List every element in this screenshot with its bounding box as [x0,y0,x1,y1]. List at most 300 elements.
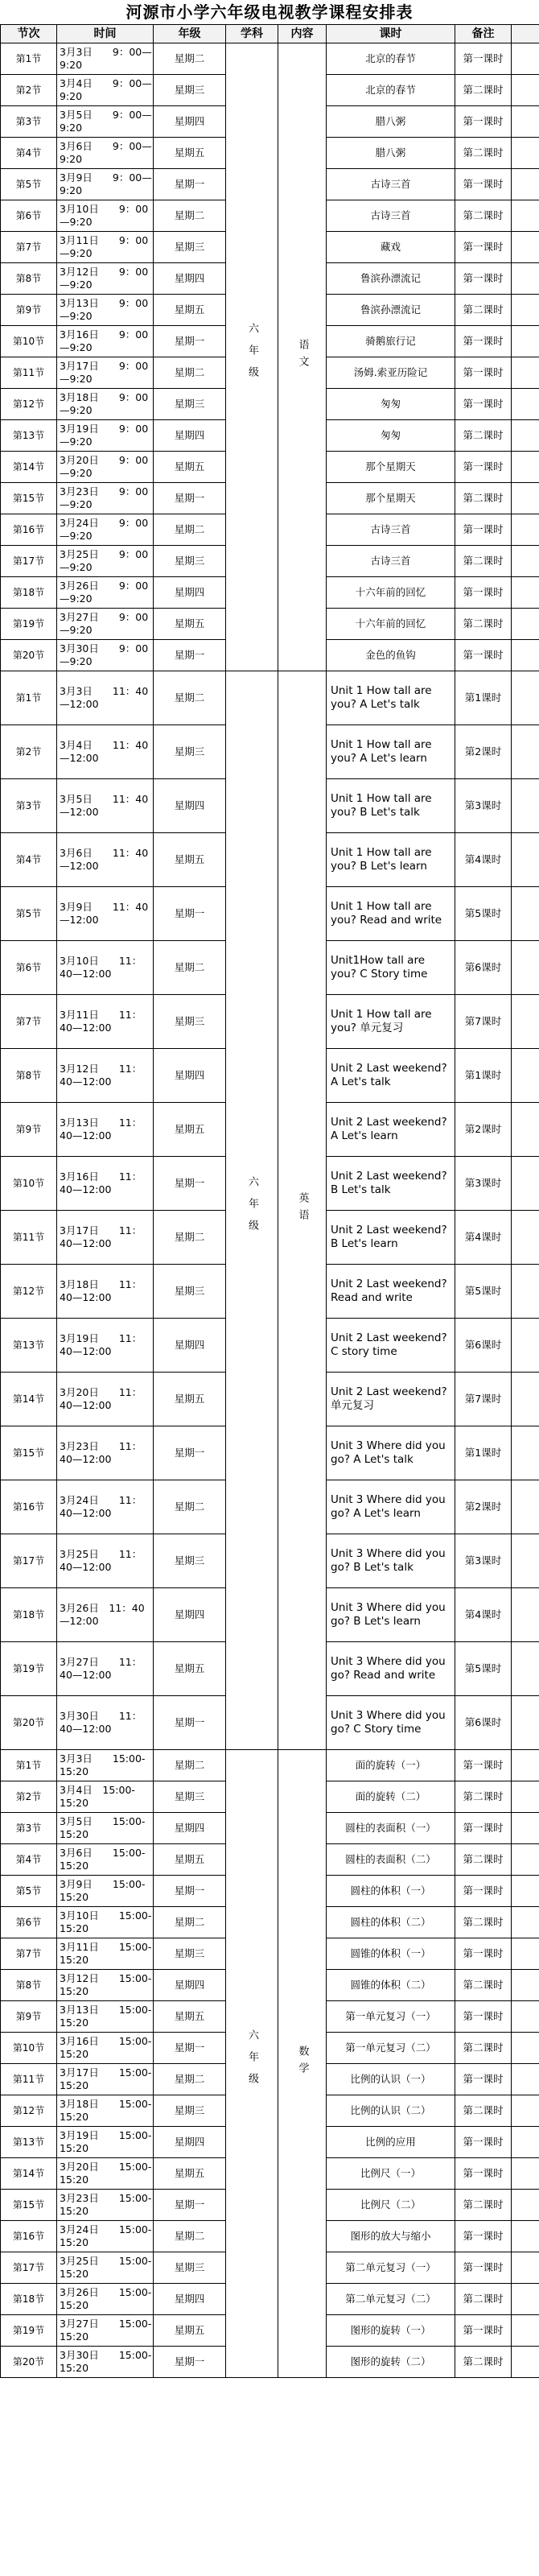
time-cell: 3月9日 15:00-15:20 [57,1876,154,1907]
content-cell: 那个星期天 [327,483,455,514]
content-cell: 十六年前的回忆 [327,609,455,640]
weekday-cell: 星期四 [154,106,226,138]
weekday-cell: 星期三 [154,2095,226,2127]
period-number-cell: 第13节 [1,1319,57,1373]
time-cell: 3月10日 15:00-15:20 [57,1907,154,1938]
content-cell: Unit 2 Last weekend? 单元复习 [327,1373,455,1426]
weekday-cell: 星期二 [154,357,226,389]
period-number-cell: 第6节 [1,941,57,995]
time-cell: 3月12日 15:00-15:20 [57,1970,154,2001]
remarks-cell [512,514,539,546]
header-period-no: 节次 [1,25,57,43]
time-cell: 3月10日 11：40—12:00 [57,941,154,995]
time-cell: 3月6日 11：40—12:00 [57,833,154,887]
content-cell: 金色的鱼钩 [327,640,455,671]
weekday-cell: 星期五 [154,1373,226,1426]
content-cell: 面的旋转（二） [327,1781,455,1813]
remarks-cell [512,200,539,232]
time-cell: 3月3日 9：00—9:20 [57,43,154,75]
time-cell: 3月18日 15:00-15:20 [57,2095,154,2127]
period-number-cell: 第15节 [1,2190,57,2221]
content-cell: Unit 3 Where did you go? A Let's learn [327,1480,455,1534]
class-period-cell: 第二课时 [455,1970,512,2001]
weekday-cell: 星期五 [154,2001,226,2033]
header-class-period: 备注 [455,25,512,43]
class-period-cell: 第一课时 [455,232,512,263]
class-period-cell: 第二课时 [455,1907,512,1938]
remarks-cell [512,1373,539,1426]
content-cell: 图形的放大与缩小 [327,2221,455,2252]
content-cell: 古诗三首 [327,514,455,546]
period-number-cell: 第1节 [1,671,57,725]
content-cell: 圆柱的体积（一） [327,1876,455,1907]
remarks-cell [512,1480,539,1534]
weekday-cell: 星期二 [154,43,226,75]
time-cell: 3月19日 11：40—12:00 [57,1319,154,1373]
period-number-cell: 第6节 [1,200,57,232]
grade-label: 六年级 [246,323,258,388]
period-number-cell: 第18节 [1,577,57,609]
remarks-cell [512,326,539,357]
period-number-cell: 第1节 [1,43,57,75]
weekday-cell: 星期一 [154,2033,226,2064]
remarks-cell [512,577,539,609]
time-cell: 3月30日 9：00—9:20 [57,640,154,671]
class-period-cell: 第二课时 [455,609,512,640]
content-cell: 圆锥的体积（一） [327,1938,455,1970]
content-cell: 匆匆 [327,420,455,452]
content-cell: Unit 3 Where did you go? C Story time [327,1696,455,1750]
period-number-cell: 第10节 [1,326,57,357]
remarks-cell [512,1534,539,1588]
content-cell: 图形的旋转（一） [327,2315,455,2347]
weekday-cell: 星期四 [154,2127,226,2158]
class-period-cell: 第4课时 [455,833,512,887]
weekday-cell: 星期一 [154,326,226,357]
weekday-cell: 星期五 [154,1844,226,1876]
weekday-cell: 星期五 [154,452,226,483]
content-cell: 汤姆.索亚历险记 [327,357,455,389]
content-cell: 十六年前的回忆 [327,577,455,609]
class-period-cell: 第7课时 [455,1373,512,1426]
remarks-cell [512,1642,539,1696]
remarks-cell [512,1696,539,1750]
class-period-cell: 第3课时 [455,1157,512,1211]
weekday-cell: 星期四 [154,1813,226,1844]
class-period-cell: 第1课时 [455,1049,512,1103]
remarks-cell [512,2284,539,2315]
content-cell: 比例的认识（二） [327,2095,455,2127]
content-cell: 圆柱的表面积（二） [327,1844,455,1876]
period-number-cell: 第17节 [1,546,57,577]
content-cell: 圆柱的体积（二） [327,1907,455,1938]
period-number-cell: 第5节 [1,887,57,941]
weekday-cell: 星期二 [154,1211,226,1265]
class-period-cell: 第二课时 [455,295,512,326]
weekday-cell: 星期二 [154,1480,226,1534]
class-period-cell: 第二课时 [455,2190,512,2221]
period-number-cell: 第20节 [1,640,57,671]
subject-label: 数学 [296,2045,309,2079]
class-period-cell: 第一课时 [455,326,512,357]
content-cell: 古诗三首 [327,169,455,200]
content-cell: 腊八粥 [327,106,455,138]
time-cell: 3月27日 15:00-15:20 [57,2315,154,2347]
time-cell: 3月18日 9：00—9:20 [57,389,154,420]
class-period-cell: 第7课时 [455,995,512,1049]
remarks-cell [512,2190,539,2221]
class-period-cell: 第一课时 [455,452,512,483]
period-number-cell: 第20节 [1,1696,57,1750]
content-cell: 比例的认识（一） [327,2064,455,2095]
weekday-cell: 星期三 [154,1781,226,1813]
remarks-cell [512,1049,539,1103]
time-cell: 3月4日 9：00—9:20 [57,75,154,106]
time-cell: 3月27日 11：40—12:00 [57,1642,154,1696]
period-number-cell: 第12节 [1,1265,57,1319]
remarks-cell [512,1157,539,1211]
remarks-cell [512,1588,539,1642]
remarks-cell [512,2347,539,2378]
remarks-cell [512,1750,539,1781]
class-period-cell: 第一课时 [455,1938,512,1970]
remarks-cell [512,2001,539,2033]
class-period-cell: 第1课时 [455,1426,512,1480]
class-period-cell: 第一课时 [455,1813,512,1844]
content-cell: 面的旋转（一） [327,1750,455,1781]
time-cell: 3月26日 11：40—12:00 [57,1588,154,1642]
content-cell: Unit 2 Last weekend? B Let's learn [327,1211,455,1265]
class-period-cell: 第5课时 [455,1265,512,1319]
weekday-cell: 星期二 [154,2064,226,2095]
class-period-cell: 第1课时 [455,671,512,725]
time-cell: 3月6日 15:00-15:20 [57,1844,154,1876]
time-cell: 3月25日 9：00—9:20 [57,546,154,577]
period-number-cell: 第18节 [1,1588,57,1642]
period-number-cell: 第10节 [1,1157,57,1211]
remarks-cell [512,725,539,779]
remarks-cell [512,2315,539,2347]
remarks-cell [512,995,539,1049]
remarks-cell [512,2095,539,2127]
time-cell: 3月23日 11：40—12:00 [57,1426,154,1480]
weekday-cell: 星期五 [154,1642,226,1696]
weekday-cell: 星期四 [154,1970,226,2001]
time-cell: 3月12日 9：00—9:20 [57,263,154,295]
grade-label: 六年级 [246,1176,258,1241]
time-cell: 3月12日 11：40—12:00 [57,1049,154,1103]
period-number-cell: 第8节 [1,263,57,295]
table-row [1,671,539,725]
weekday-cell: 星期一 [154,1426,226,1480]
class-period-cell: 第6课时 [455,1319,512,1373]
time-cell: 3月9日 9：00—9:20 [57,169,154,200]
class-period-cell: 第二课时 [455,2095,512,2127]
class-period-cell: 第二课时 [455,2284,512,2315]
weekday-cell: 星期三 [154,1938,226,1970]
table-row [1,1750,539,1781]
remarks-cell [512,609,539,640]
time-cell: 3月18日 11：40—12:00 [57,1265,154,1319]
time-cell: 3月10日 9：00—9:20 [57,200,154,232]
period-number-cell: 第4节 [1,138,57,169]
content-cell: 腊八粥 [327,138,455,169]
subject-cell [278,43,327,671]
weekday-cell: 星期四 [154,577,226,609]
time-cell: 3月5日 9：00—9:20 [57,106,154,138]
page-title: 河源市小学六年级电视教学课程安排表 [125,2,414,22]
remarks-cell [512,232,539,263]
subject-cell [278,1750,327,2378]
class-period-cell: 第二课时 [455,75,512,106]
period-number-cell: 第5节 [1,1876,57,1907]
period-number-cell: 第12节 [1,2095,57,2127]
class-period-cell: 第一课时 [455,1750,512,1781]
content-cell: Unit 2 Last weekend? A Let's learn [327,1103,455,1157]
content-cell: Unit 2 Last weekend? Read and write [327,1265,455,1319]
period-number-cell: 第3节 [1,1813,57,1844]
content-cell: 比例的应用 [327,2127,455,2158]
header-content: 课时 [327,25,455,43]
weekday-cell: 星期五 [154,295,226,326]
period-number-cell: 第3节 [1,106,57,138]
table-row [1,43,539,75]
period-number-cell: 第11节 [1,357,57,389]
class-period-cell: 第3课时 [455,779,512,833]
class-period-cell: 第二课时 [455,138,512,169]
header-weekday: 年级 [154,25,226,43]
class-period-cell: 第二课时 [455,1781,512,1813]
remarks-cell [512,1211,539,1265]
period-number-cell: 第16节 [1,514,57,546]
content-cell: Unit 2 Last weekend? B Let's talk [327,1157,455,1211]
period-number-cell: 第4节 [1,833,57,887]
table-header-row [1,25,539,43]
weekday-cell: 星期三 [154,389,226,420]
remarks-cell [512,1813,539,1844]
time-cell: 3月20日 9：00—9:20 [57,452,154,483]
content-cell: Unit 3 Where did you go? B Let's talk [327,1534,455,1588]
weekday-cell: 星期三 [154,1265,226,1319]
content-cell: Unit 1 How tall are you? A Let's talk [327,671,455,725]
weekday-cell: 星期五 [154,138,226,169]
remarks-cell [512,1319,539,1373]
grade-cell [226,1750,278,2378]
time-cell: 3月13日 11：40—12:00 [57,1103,154,1157]
remarks-cell [512,357,539,389]
remarks-cell [512,1426,539,1480]
content-cell: 第一单元复习（一） [327,2001,455,2033]
remarks-cell [512,1103,539,1157]
period-number-cell: 第16节 [1,1480,57,1534]
content-cell: Unit 1 How tall are you? Read and write [327,887,455,941]
remarks-cell [512,779,539,833]
time-cell: 3月17日 11：40—12:00 [57,1211,154,1265]
remarks-cell [512,1938,539,1970]
content-cell: Unit 3 Where did you go? A Let's talk [327,1426,455,1480]
time-cell: 3月13日 9：00—9:20 [57,295,154,326]
period-number-cell: 第8节 [1,1049,57,1103]
period-number-cell: 第20节 [1,2347,57,2378]
content-cell: Unit 1 How tall are you? B Let's learn [327,833,455,887]
time-cell: 3月24日 11：40—12:00 [57,1480,154,1534]
period-number-cell: 第11节 [1,1211,57,1265]
content-cell: 第二单元复习（一） [327,2252,455,2284]
class-period-cell: 第6课时 [455,941,512,995]
content-cell: 藏戏 [327,232,455,263]
time-cell: 3月3日 11：40—12:00 [57,671,154,725]
time-cell: 3月17日 15:00-15:20 [57,2064,154,2095]
class-period-cell: 第一课时 [455,2252,512,2284]
period-number-cell: 第4节 [1,1844,57,1876]
weekday-cell: 星期二 [154,1907,226,1938]
class-period-cell: 第一课时 [455,577,512,609]
time-cell: 3月24日 9：00—9:20 [57,514,154,546]
class-period-cell: 第6课时 [455,1696,512,1750]
weekday-cell: 星期二 [154,200,226,232]
period-number-cell: 第13节 [1,2127,57,2158]
remarks-cell [512,169,539,200]
class-period-cell: 第一课时 [455,2315,512,2347]
period-number-cell: 第12节 [1,389,57,420]
period-number-cell: 第14节 [1,2158,57,2190]
weekday-cell: 星期一 [154,1696,226,1750]
remarks-cell [512,1970,539,2001]
class-period-cell: 第二课时 [455,483,512,514]
class-period-cell: 第4课时 [455,1588,512,1642]
period-number-cell: 第6节 [1,1907,57,1938]
grade-cell [226,671,278,1750]
content-cell: Unit 1 How tall are you? A Let's learn [327,725,455,779]
remarks-cell [512,138,539,169]
time-cell: 3月23日 15:00-15:20 [57,2190,154,2221]
content-cell: 北京的春节 [327,75,455,106]
period-number-cell: 第14节 [1,452,57,483]
weekday-cell: 星期二 [154,941,226,995]
class-period-cell: 第二课时 [455,2347,512,2378]
weekday-cell: 星期三 [154,75,226,106]
time-cell: 3月4日 15:00-15:20 [57,1781,154,1813]
period-number-cell: 第19节 [1,1642,57,1696]
remarks-cell [512,1265,539,1319]
remarks-cell [512,483,539,514]
time-cell: 3月16日 11：40—12:00 [57,1157,154,1211]
period-number-cell: 第2节 [1,75,57,106]
time-cell: 3月26日 9：00—9:20 [57,577,154,609]
time-cell: 3月20日 11：40—12:00 [57,1373,154,1426]
subject-cell [278,671,327,1750]
class-period-cell: 第一课时 [455,514,512,546]
header-time: 时间 [57,25,154,43]
time-cell: 3月5日 15:00-15:20 [57,1813,154,1844]
class-period-cell: 第一课时 [455,1876,512,1907]
content-cell: 古诗三首 [327,546,455,577]
time-cell: 3月16日 15:00-15:20 [57,2033,154,2064]
class-period-cell: 第一课时 [455,106,512,138]
period-number-cell: 第16节 [1,2221,57,2252]
class-period-cell: 第一课时 [455,2001,512,2033]
remarks-cell [512,671,539,725]
time-cell: 3月6日 9：00—9:20 [57,138,154,169]
content-cell: 第二单元复习（二） [327,2284,455,2315]
remarks-cell [512,452,539,483]
subject-label: 语文 [296,338,309,373]
content-cell: Unit 1 How tall are you? 单元复习 [327,995,455,1049]
period-number-cell: 第9节 [1,1103,57,1157]
class-period-cell: 第一课时 [455,2127,512,2158]
time-cell: 3月30日 11：40—12:00 [57,1696,154,1750]
period-number-cell: 第14节 [1,1373,57,1426]
content-cell: 图形的旋转（二） [327,2347,455,2378]
content-cell: 古诗三首 [327,200,455,232]
class-period-cell: 第一课时 [455,169,512,200]
time-cell: 3月5日 11：40—12:00 [57,779,154,833]
weekday-cell: 星期一 [154,483,226,514]
time-cell: 3月26日 15:00-15:20 [57,2284,154,2315]
weekday-cell: 星期一 [154,1876,226,1907]
class-period-cell: 第一课时 [455,263,512,295]
remarks-cell [512,1844,539,1876]
time-cell: 3月3日 15:00-15:20 [57,1750,154,1781]
class-period-cell: 第二课时 [455,2033,512,2064]
time-cell: 3月25日 15:00-15:20 [57,2252,154,2284]
weekday-cell: 星期五 [154,833,226,887]
remarks-cell [512,75,539,106]
period-number-cell: 第1节 [1,1750,57,1781]
period-number-cell: 第8节 [1,1970,57,2001]
content-cell: Unit 2 Last weekend? A Let's talk [327,1049,455,1103]
remarks-cell [512,2221,539,2252]
time-cell: 3月25日 11：40—12:00 [57,1534,154,1588]
remarks-cell [512,1876,539,1907]
time-cell: 3月27日 9：00—9:20 [57,609,154,640]
class-period-cell: 第5课时 [455,1642,512,1696]
class-period-cell: 第二课时 [455,420,512,452]
time-cell: 3月4日 11：40—12:00 [57,725,154,779]
time-cell: 3月17日 9：00—9:20 [57,357,154,389]
weekday-cell: 星期五 [154,2315,226,2347]
period-number-cell: 第18节 [1,2284,57,2315]
time-cell: 3月13日 15:00-15:20 [57,2001,154,2033]
class-period-cell: 第一课时 [455,2158,512,2190]
class-period-cell: 第2课时 [455,725,512,779]
weekday-cell: 星期一 [154,1157,226,1211]
remarks-cell [512,887,539,941]
content-cell: 比例尺（二） [327,2190,455,2221]
subject-label: 英语 [296,1191,309,1226]
time-cell: 3月11日 15:00-15:20 [57,1938,154,1970]
weekday-cell: 星期二 [154,2221,226,2252]
weekday-cell: 星期四 [154,420,226,452]
remarks-cell [512,546,539,577]
remarks-cell [512,640,539,671]
period-number-cell: 第3节 [1,779,57,833]
weekday-cell: 星期二 [154,514,226,546]
content-cell: 圆柱的表面积（一） [327,1813,455,1844]
header-subject: 内容 [278,25,327,43]
class-period-cell: 第4课时 [455,1211,512,1265]
content-cell: 那个星期天 [327,452,455,483]
period-number-cell: 第7节 [1,995,57,1049]
class-period-cell: 第3课时 [455,1534,512,1588]
remarks-cell [512,941,539,995]
weekday-cell: 星期一 [154,640,226,671]
period-number-cell: 第2节 [1,1781,57,1813]
header-remarks [512,25,539,43]
content-cell: 北京的春节 [327,43,455,75]
class-period-cell: 第二课时 [455,546,512,577]
period-number-cell: 第5节 [1,169,57,200]
